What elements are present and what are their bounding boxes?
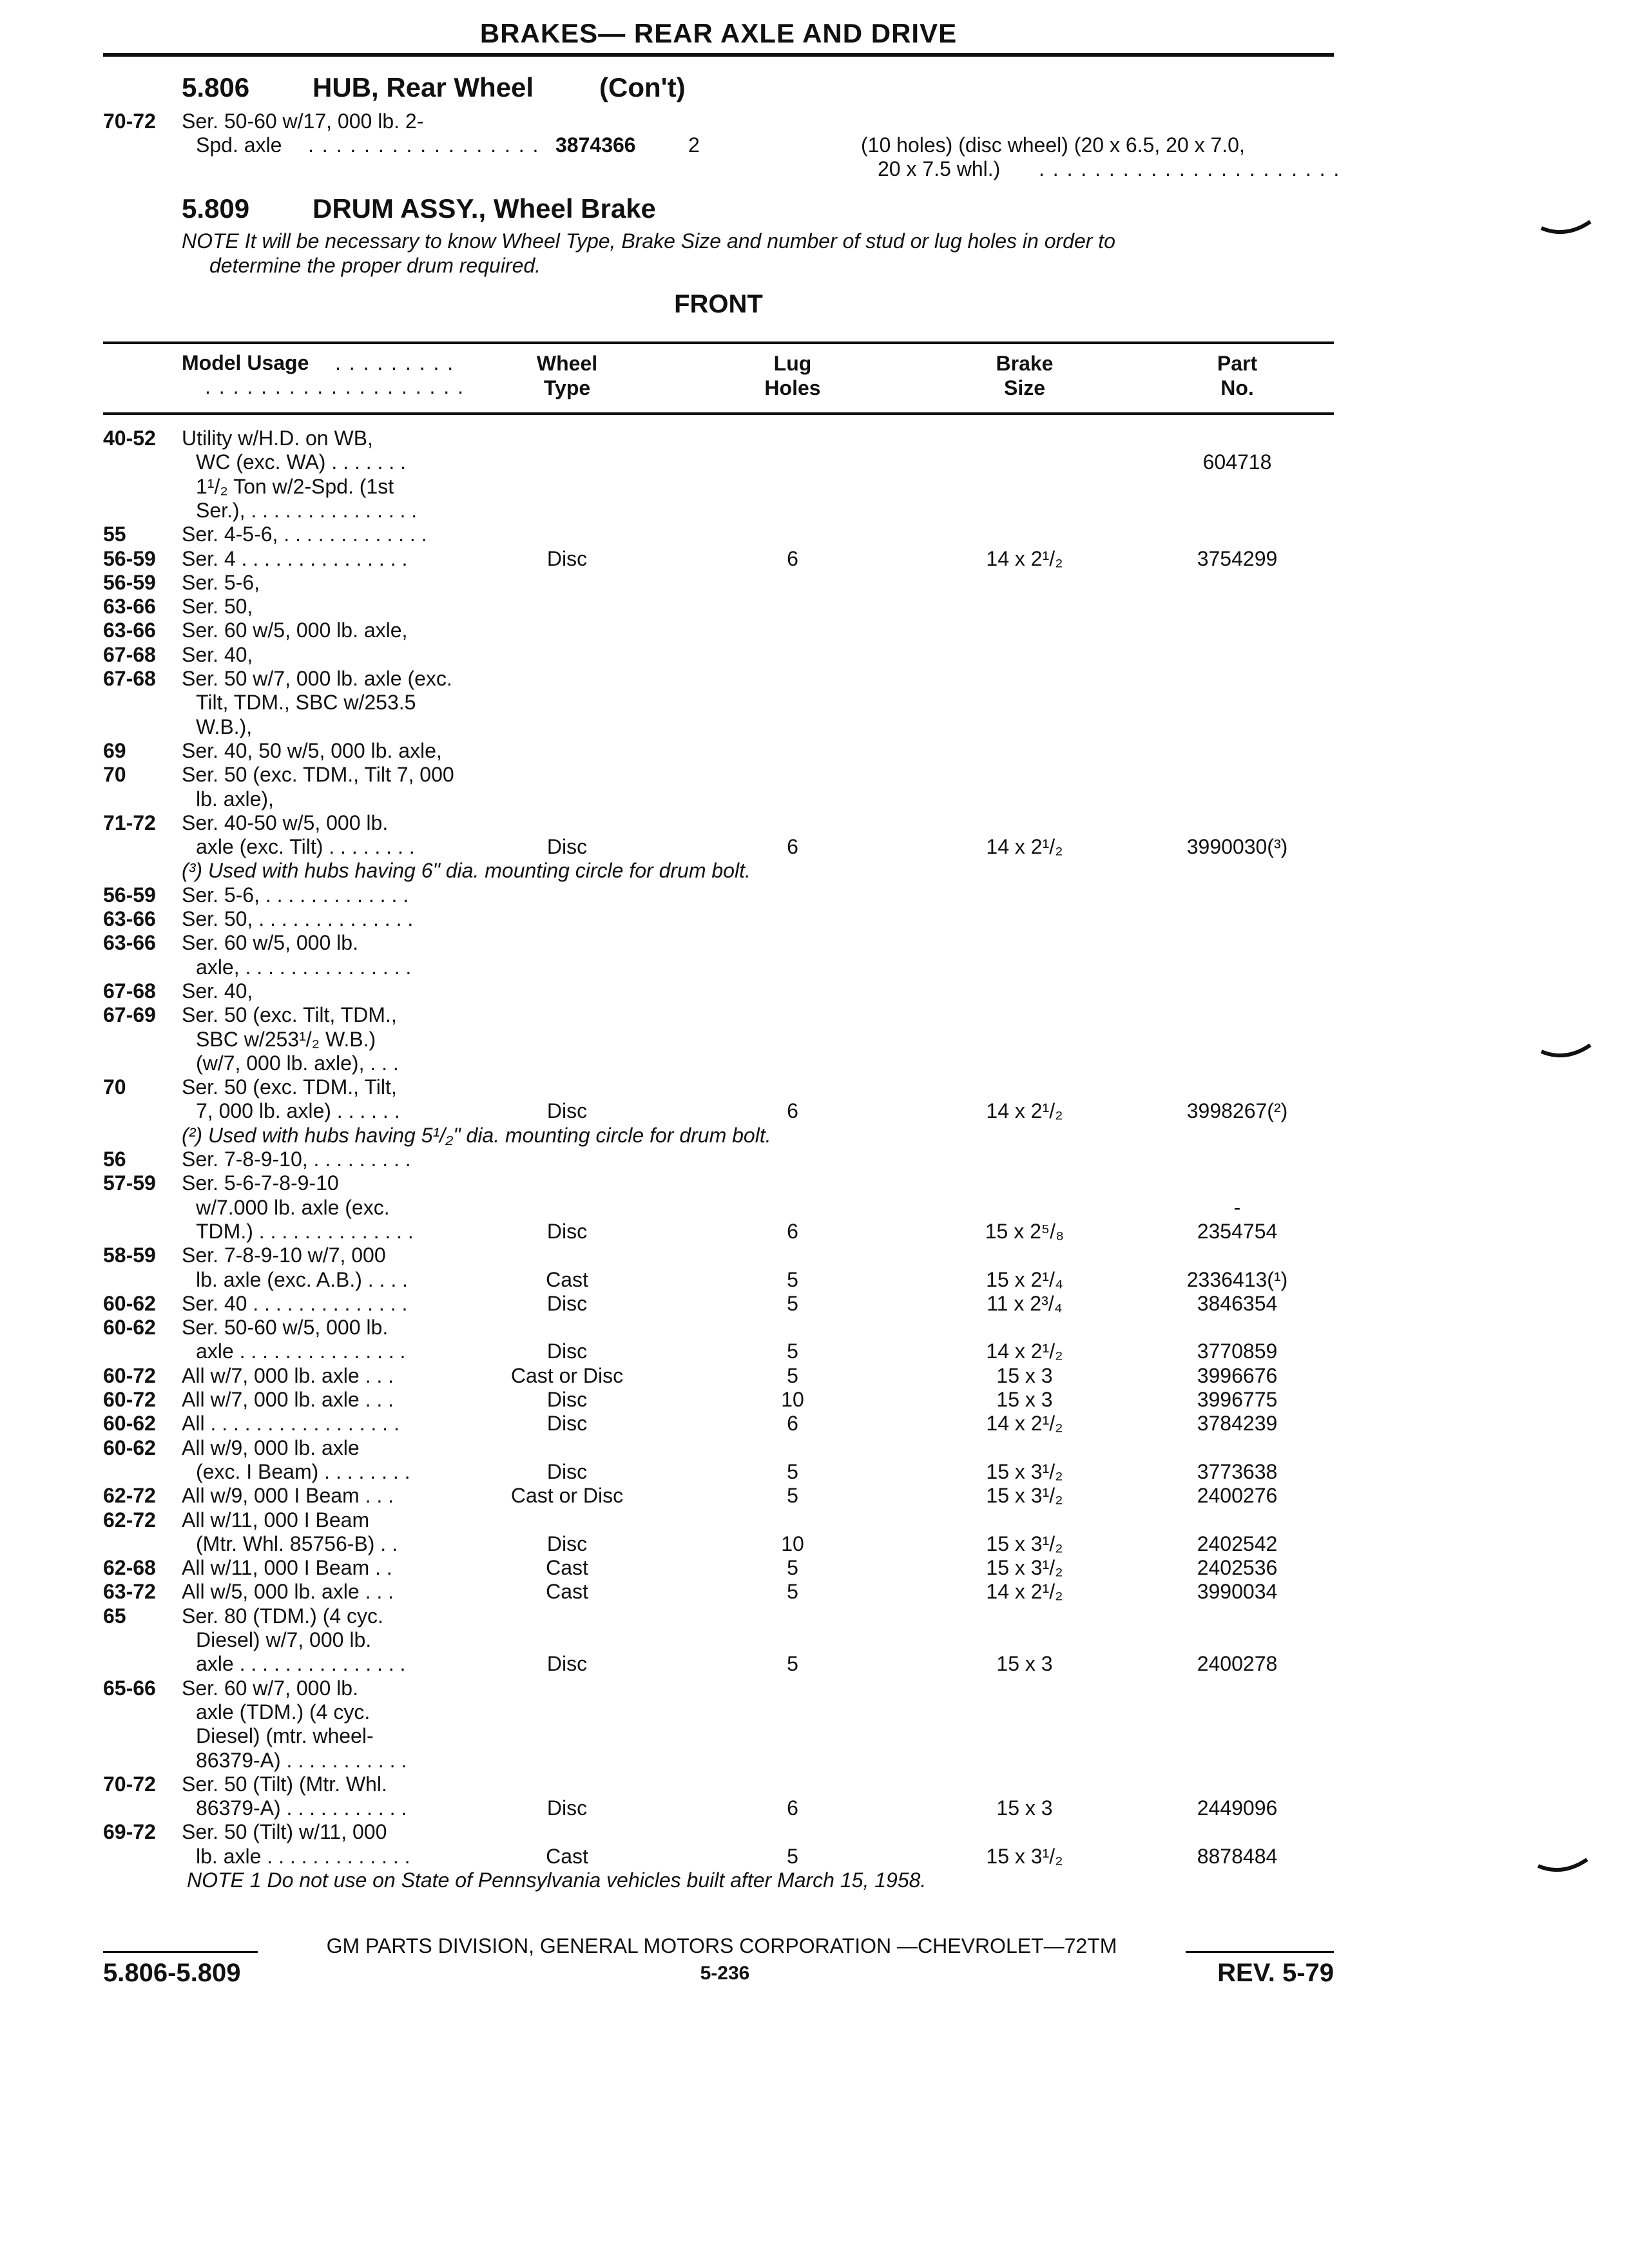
row-lug-holes: 5 <box>787 1292 798 1315</box>
hub-note-leader: . . . . . . . . . . . . . . . . . . . . . . <box>1039 157 1341 180</box>
row-lug-holes: 5 <box>787 1484 798 1507</box>
row-model-years: 65 <box>103 1604 126 1628</box>
row-model-usage: Ser. 40 . . . . . . . . . . . . . . <box>182 1292 408 1315</box>
running-title: BRAKES— REAR AXLE AND DRIVE <box>479 18 958 48</box>
row-lug-holes: 5 <box>787 1460 798 1483</box>
row-wheel-type: Disc <box>546 1460 588 1483</box>
hub-desc-leader: . . . . . . . . . . . . . . . . . <box>308 133 540 157</box>
table-top-rule <box>103 341 1334 344</box>
row-model-years: 70-72 <box>103 1773 156 1796</box>
row-brake-size: 15 x 3 <box>996 1364 1053 1387</box>
row-part-number: 3784239 <box>1197 1412 1278 1435</box>
row-brake-size: 15 x 3 <box>996 1652 1053 1675</box>
row-part-number: 604718 <box>1202 450 1272 474</box>
row-wheel-type: Disc <box>546 1796 588 1820</box>
row-model-usage: All w/11, 000 I Beam <box>182 1508 370 1532</box>
row-model-usage: 86379-A) . . . . . . . . . . . <box>196 1749 407 1772</box>
row-part-number: 2400276 <box>1197 1484 1278 1507</box>
footer-rule-right <box>1186 1951 1334 1953</box>
row-model-years: 57-59 <box>103 1171 156 1195</box>
col-header-lug-line1: Lug <box>773 352 812 375</box>
row-model-years: 60-72 <box>103 1388 156 1411</box>
row-model-years: 56-59 <box>103 547 156 570</box>
row-model-usage: Tilt, TDM., SBC w/253.5 <box>196 691 416 714</box>
row-model-years: 70 <box>103 763 126 786</box>
row-model-usage: axle . . . . . . . . . . . . . . . <box>196 1340 406 1363</box>
row-brake-size: 14 x 2¹/₂ <box>986 1340 1063 1363</box>
row-model-usage: All w/5, 000 lb. axle . . . <box>182 1580 394 1603</box>
row-model-usage: Ser. 60 w/5, 000 lb. <box>182 931 358 954</box>
footer-section-range: 5.806-5.809 <box>103 1959 241 1987</box>
col-header-lug-holes <box>728 351 857 400</box>
row-brake-size: 14 x 2¹/₂ <box>986 1412 1063 1435</box>
row-model-usage: Ser. 50 w/7, 000 lb. axle (exc. <box>182 667 452 690</box>
row-part-number: 3770859 <box>1197 1340 1278 1363</box>
section-continued-label: (Con't) <box>599 72 686 102</box>
row-model-usage: lb. axle . . . . . . . . . . . . . <box>196 1845 410 1868</box>
row-model-usage: Diesel) (mtr. wheel- <box>196 1724 374 1747</box>
row-model-years: 65-66 <box>103 1677 156 1700</box>
col-header-lug-line2: Holes <box>764 376 821 399</box>
col-header-model-usage: Model Usage <box>182 351 309 374</box>
col-header-brake-line1: Brake <box>996 352 1054 375</box>
row-brake-size: 14 x 2¹/₂ <box>986 835 1063 858</box>
row-model-usage: (Mtr. Whl. 85756-B) . . <box>196 1532 398 1555</box>
row-model-years: 60-62 <box>103 1292 156 1315</box>
row-model-years: 56 <box>103 1148 126 1171</box>
row-model-usage: Ser. 5-6, <box>182 571 260 594</box>
row-part-number: - <box>1233 1196 1241 1219</box>
row-model-usage: Ser. 5-6, . . . . . . . . . . . . . <box>182 883 409 907</box>
row-part-number: 2354754 <box>1197 1220 1278 1243</box>
col-header-part-line1: Part <box>1217 352 1258 375</box>
row-lug-holes: 6 <box>787 547 798 570</box>
row-lug-holes: 5 <box>787 1580 798 1603</box>
row-model-usage: Ser. 40-50 w/5, 000 lb. <box>182 811 389 834</box>
row-model-usage: 7, 000 lb. axle) . . . . . . <box>196 1099 400 1122</box>
row-brake-size: 15 x 2⁵/₈ <box>985 1220 1065 1243</box>
row-lug-holes: 6 <box>787 1220 798 1243</box>
row-part-number: 2336413(¹) <box>1186 1268 1288 1291</box>
row-model-usage: Ser. 50, <box>182 595 253 618</box>
row-wheel-type: Disc <box>546 1652 588 1675</box>
hub-desc-line1: Ser. 50-60 w/17, 000 lb. 2- <box>182 110 424 133</box>
row-wheel-type: Disc <box>546 547 588 570</box>
row-wheel-type: Disc <box>546 1292 588 1315</box>
row-model-usage: Ser. 50-60 w/5, 000 lb. <box>182 1316 389 1339</box>
row-model-usage: Ser. 40, <box>182 979 253 1003</box>
section-title-hub: HUB, Rear Wheel <box>313 72 534 102</box>
row-model-years: 55 <box>103 523 126 546</box>
row-brake-size: 14 x 2¹/₂ <box>986 1580 1063 1603</box>
row-model-usage: (w/7, 000 lb. axle), . . . <box>196 1052 399 1075</box>
footer-rule-left <box>103 1951 258 1953</box>
row-model-usage: All w/9, 000 I Beam . . . <box>182 1484 394 1507</box>
row-lug-holes: 6 <box>787 835 798 858</box>
row-part-number: 3996676 <box>1197 1364 1278 1387</box>
row-model-usage: Ser. 40, <box>182 643 253 666</box>
row-model-usage: (exc. I Beam) . . . . . . . . <box>196 1460 410 1483</box>
row-wheel-type: Disc <box>546 1412 588 1435</box>
table-header-rule <box>103 412 1334 415</box>
row-model-usage: Ser.), . . . . . . . . . . . . . . . <box>196 499 418 522</box>
row-part-number: 3990034 <box>1197 1580 1278 1603</box>
row-model-usage: lb. axle (exc. A.B.) . . . . <box>196 1268 408 1291</box>
row-model-years: 56-59 <box>103 571 156 594</box>
row-model-years: 67-69 <box>103 1003 156 1026</box>
row-model-years: 60-62 <box>103 1412 156 1435</box>
row-footnote: (³) Used with hubs having 6" dia. mounting circle for drum bolt. <box>182 859 751 882</box>
row-wheel-type: Cast or Disc <box>510 1484 624 1507</box>
row-model-usage: SBC w/253¹/₂ W.B.) <box>196 1028 376 1051</box>
hub-quantity: 2 <box>688 133 700 157</box>
col-header-wheel-type <box>490 351 644 400</box>
row-lug-holes: 10 <box>781 1388 804 1411</box>
row-part-number: 3998267(²) <box>1186 1099 1288 1122</box>
row-model-usage: WC (exc. WA) . . . . . . . <box>196 450 406 474</box>
row-model-usage: Ser. 50 (Tilt) (Mtr. Whl. <box>182 1773 387 1796</box>
row-brake-size: 15 x 3¹/₂ <box>986 1556 1063 1579</box>
row-model-usage: 86379-A) . . . . . . . . . . . <box>196 1796 407 1820</box>
row-model-years: 60-62 <box>103 1436 156 1459</box>
footer-page-number: 5-236 <box>700 1963 750 1984</box>
row-model-years: 62-68 <box>103 1556 156 1579</box>
row-model-usage: Ser. 50, . . . . . . . . . . . . . . <box>182 907 414 930</box>
row-model-usage: axle, . . . . . . . . . . . . . . . <box>196 956 412 979</box>
row-model-usage: Ser. 5-6-7-8-9-10 <box>182 1171 339 1195</box>
row-model-usage: All . . . . . . . . . . . . . . . . . <box>182 1412 400 1435</box>
col-header-wheel-line2: Type <box>543 376 591 399</box>
row-lug-holes: 6 <box>787 1796 798 1820</box>
col-header-brake-line2: Size <box>1003 376 1046 399</box>
row-model-years: 62-72 <box>103 1508 156 1532</box>
hub-note-line2: 20 x 7.5 whl.) <box>878 157 1001 180</box>
col-header-wheel-line1: Wheel <box>536 352 598 375</box>
row-model-years: 56-59 <box>103 883 156 907</box>
row-part-number: 2449096 <box>1197 1796 1278 1820</box>
row-model-years: 67-68 <box>103 643 156 666</box>
row-model-usage: Ser. 7-8-9-10, . . . . . . . . . <box>182 1148 411 1171</box>
row-model-years: 67-68 <box>103 667 156 690</box>
row-wheel-type: Cast <box>546 1845 588 1868</box>
row-model-usage: 1¹/₂ Ton w/2-Spd. (1st <box>196 475 394 498</box>
section-title-drum: DRUM ASSY., Wheel Brake <box>313 193 656 224</box>
row-model-usage: w/7.000 lb. axle (exc. <box>196 1196 390 1219</box>
row-wheel-type: Disc <box>546 1532 588 1555</box>
col-header-part-line2: No. <box>1220 376 1254 399</box>
footer-revision: REV. 5-79 <box>1217 1959 1334 1987</box>
row-model-usage: All w/9, 000 lb. axle <box>182 1436 360 1459</box>
row-lug-holes: 5 <box>787 1268 798 1291</box>
row-model-usage: All w/7, 000 lb. axle . . . <box>182 1388 394 1411</box>
row-lug-holes: 5 <box>787 1845 798 1868</box>
row-model-usage: All w/7, 000 lb. axle . . . <box>182 1364 394 1387</box>
row-brake-size: 15 x 3 <box>996 1388 1053 1411</box>
row-model-usage: Ser. 50 (exc. TDM., Tilt 7, 000 <box>182 763 454 786</box>
row-model-years: 62-72 <box>103 1484 156 1507</box>
row-part-number: 3754299 <box>1197 547 1278 570</box>
row-model-usage: axle (TDM.) (4 cyc. <box>196 1700 371 1724</box>
footer-publisher: GM PARTS DIVISION, GENERAL MOTORS CORPORATION —CHEVROLET—72TM <box>326 1934 1117 1957</box>
row-model-usage: Diesel) w/7, 000 lb. <box>196 1628 372 1651</box>
row-wheel-type: Cast <box>546 1556 588 1579</box>
row-model-usage: Ser. 4-5-6, . . . . . . . . . . . . . <box>182 523 427 546</box>
row-model-usage: axle . . . . . . . . . . . . . . . <box>196 1652 406 1675</box>
row-model-years: 63-66 <box>103 931 156 954</box>
row-brake-size: 15 x 3¹/₂ <box>986 1532 1063 1555</box>
row-brake-size: 15 x 3¹/₂ <box>986 1845 1063 1868</box>
row-part-number: 3996775 <box>1197 1388 1278 1411</box>
row-part-number: 3773638 <box>1197 1460 1278 1483</box>
row-lug-holes: 5 <box>787 1556 798 1579</box>
header-rule <box>103 53 1334 57</box>
col-header-model-leader-2: . . . . . . . . . . . . . . . . . . . <box>205 375 465 398</box>
row-model-years: 69-72 <box>103 1820 156 1843</box>
row-model-usage: Ser. 60 w/7, 000 lb. <box>182 1677 358 1700</box>
row-model-years: 60-62 <box>103 1316 156 1339</box>
row-model-usage: Ser. 4 . . . . . . . . . . . . . . . <box>182 547 408 570</box>
row-model-usage: axle (exc. Tilt) . . . . . . . . <box>196 835 415 858</box>
drum-note-line1: NOTE It will be necessary to know Wheel Type, Brake Size and number of stud or lug holes in order to <box>182 229 1115 253</box>
row-footnote: NOTE 1 Do not use on State of Pennsylvania vehicles built after March 15, 1958. <box>187 1869 927 1892</box>
hub-desc-line2: Spd. axle <box>196 133 282 157</box>
row-model-years: 63-66 <box>103 619 156 642</box>
row-wheel-type: Disc <box>546 1340 588 1363</box>
row-model-years: 63-66 <box>103 907 156 930</box>
row-lug-holes: 10 <box>781 1532 804 1555</box>
row-model-years: 67-68 <box>103 979 156 1003</box>
drum-note-line2: determine the proper drum required. <box>209 254 541 277</box>
row-model-years: 63-66 <box>103 595 156 618</box>
row-wheel-type: Cast <box>546 1580 588 1603</box>
row-model-years: 71-72 <box>103 811 156 834</box>
row-part-number: 2400278 <box>1197 1652 1278 1675</box>
row-brake-size: 14 x 2¹/₂ <box>986 1099 1063 1122</box>
row-lug-holes: 5 <box>787 1652 798 1675</box>
row-model-usage: Ser. 7-8-9-10 w/7, 000 <box>182 1244 386 1267</box>
row-part-number: 2402542 <box>1197 1532 1278 1555</box>
row-model-usage: TDM.) . . . . . . . . . . . . . . <box>196 1220 414 1243</box>
margin-tick-mark <box>1540 219 1592 238</box>
col-header-model-leader: . . . . . . . . . <box>335 351 455 374</box>
row-lug-holes: 6 <box>787 1412 798 1435</box>
margin-tick-mark <box>1540 1043 1592 1062</box>
section-number-hub: 5.806 <box>182 72 250 102</box>
row-model-years: 58-59 <box>103 1244 156 1267</box>
row-brake-size: 15 x 3¹/₂ <box>986 1484 1063 1507</box>
front-subheading: FRONT <box>674 290 763 318</box>
row-part-number: 8878484 <box>1197 1845 1278 1868</box>
col-header-brake-size <box>954 351 1095 400</box>
row-model-usage: Ser. 50 (Tilt) w/11, 000 <box>182 1820 387 1843</box>
row-wheel-type: Disc <box>546 835 588 858</box>
row-brake-size: 15 x 3 <box>996 1796 1053 1820</box>
row-model-usage: Ser. 50 (exc. Tilt, TDM., <box>182 1003 397 1026</box>
row-lug-holes: 5 <box>787 1364 798 1387</box>
section-number-drum: 5.809 <box>182 193 250 224</box>
row-brake-size: 15 x 2¹/₄ <box>986 1268 1063 1291</box>
row-part-number: 3846354 <box>1197 1292 1278 1315</box>
margin-tick-mark <box>1537 1857 1588 1876</box>
row-wheel-type: Disc <box>546 1388 588 1411</box>
row-model-usage: Ser. 80 (TDM.) (4 cyc. <box>182 1604 383 1628</box>
row-footnote: (²) Used with hubs having 5¹/₂" dia. mounting circle for drum bolt. <box>182 1124 771 1147</box>
row-model-years: 40-52 <box>103 427 156 450</box>
row-model-usage: Ser. 40, 50 w/5, 000 lb. axle, <box>182 739 442 762</box>
row-wheel-type: Disc <box>546 1099 588 1122</box>
row-lug-holes: 5 <box>787 1340 798 1363</box>
hub-part-number: 3874366 <box>555 133 636 157</box>
row-lug-holes: 6 <box>787 1099 798 1122</box>
row-part-number: 3990030(³) <box>1186 835 1288 858</box>
row-part-number: 2402536 <box>1197 1556 1278 1579</box>
row-model-usage: All w/11, 000 I Beam . . <box>182 1556 392 1579</box>
row-model-usage: Ser. 60 w/5, 000 lb. axle, <box>182 619 408 642</box>
row-wheel-type: Disc <box>546 1220 588 1243</box>
row-model-years: 70 <box>103 1075 126 1099</box>
hub-years: 70-72 <box>103 110 156 133</box>
row-brake-size: 14 x 2¹/₂ <box>986 547 1063 570</box>
row-model-usage: Ser. 50 (exc. TDM., Tilt, <box>182 1075 397 1099</box>
row-model-years: 69 <box>103 739 126 762</box>
row-brake-size: 11 x 2³/₄ <box>987 1292 1063 1315</box>
row-model-usage: Utility w/H.D. on WB, <box>182 427 373 450</box>
row-wheel-type: Cast or Disc <box>510 1364 624 1387</box>
row-brake-size: 15 x 3¹/₂ <box>986 1460 1063 1483</box>
row-model-usage: lb. axle), <box>196 787 274 811</box>
row-wheel-type: Cast <box>546 1268 588 1291</box>
col-header-part-no <box>1160 351 1315 400</box>
row-model-usage: W.B.), <box>196 715 253 738</box>
row-model-years: 63-72 <box>103 1580 156 1603</box>
row-model-years: 60-72 <box>103 1364 156 1387</box>
hub-note-line1: (10 holes) (disc wheel) (20 x 6.5, 20 x 7.0, <box>861 133 1245 157</box>
